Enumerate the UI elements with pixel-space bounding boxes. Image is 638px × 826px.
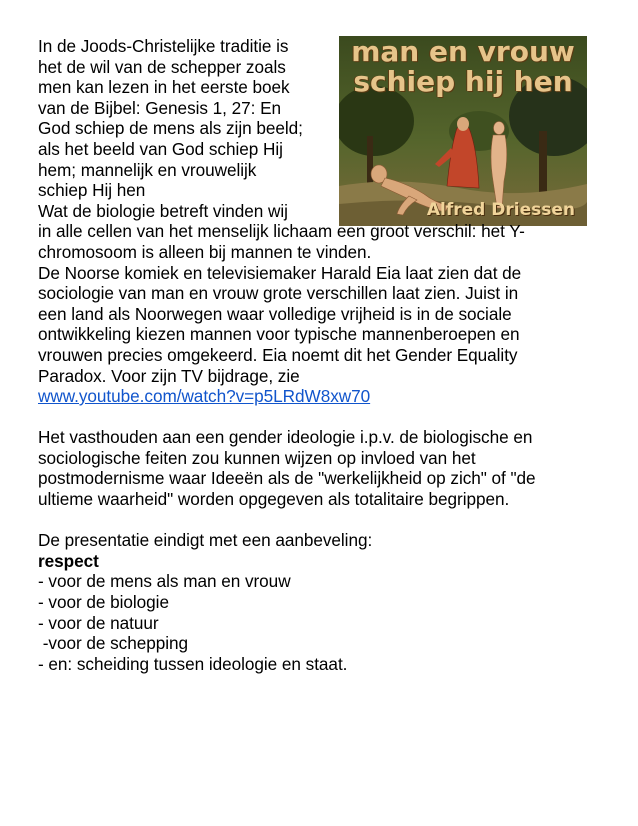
text-line: men kan lezen in het eerste boek <box>38 77 290 98</box>
text-line: De Noorse komiek en televisiemaker Harald Eia laat zien dat de <box>38 262 522 283</box>
text-line: hem; mannelijk en vrouwelijk <box>38 159 257 180</box>
text-line: het de wil van de schepper zoals <box>38 56 286 77</box>
text-line: postmodernisme waar Ideeën als de "werkelijkheid op zich" of "de <box>38 468 536 489</box>
text-line: een land als Noorwegen waar volledige vrijheid is in de sociale <box>38 303 512 324</box>
text-line: Paradox. Voor zijn TV bijdrage, zie <box>38 365 300 386</box>
list-item: - voor de biologie <box>38 592 169 613</box>
text-line: ontwikkeling kiezen mannen voor typische mannenberoepen en <box>38 324 520 345</box>
text-line: God schiep de mens als zijn beeld; <box>38 118 303 139</box>
cover-title-line1: man en vrouw <box>351 36 575 68</box>
text-line: sociologie van man en vrouw grote verschillen laat zien. Juist in <box>38 283 519 304</box>
text-line: In de Joods-Christelijke traditie is <box>38 36 289 56</box>
paragraph-spacer <box>38 510 598 531</box>
text-line: sociologische feiten zou kunnen wijzen op invloed van het <box>38 447 476 468</box>
text-line: vrouwen precies omgekeerd. Eia noemt dit het Gender Equality <box>38 344 518 365</box>
ideology-paragraph <box>38 427 598 509</box>
cover-title-line2: schiep hij hen <box>353 65 573 98</box>
cover-author: Alfred Driessen <box>426 200 575 220</box>
text-line: Het vasthouden aan een gender ideologie i.p.v. de biologische en <box>38 427 533 448</box>
text-line: chromosoom is alleen bij mannen te vinden. <box>38 241 372 262</box>
list-item: - voor de natuur <box>38 612 159 633</box>
biology-paragraph <box>38 221 598 406</box>
conclusion-keyword: respect <box>38 550 99 571</box>
text-line: als het beeld van God schiep Hij <box>38 138 283 159</box>
list-item: - voor de mens als man en vrouw <box>38 571 291 592</box>
list-item: - en: scheiding tussen ideologie en staat. <box>38 653 348 674</box>
intro-paragraph <box>38 36 598 221</box>
text-line: in alle cellen van het menselijk lichaam een groot verschil: het Y- <box>38 221 525 242</box>
document-body <box>38 36 598 674</box>
text-line: van de Bijbel: Genesis 1, 27: En <box>38 97 281 118</box>
list-item: -voor de schepping <box>38 633 189 654</box>
text-line: schiep Hij hen <box>38 180 146 201</box>
text-line: ultieme waarheid" worden opgegeven als totalitaire begrippen. <box>38 489 510 510</box>
link-line <box>38 386 598 407</box>
conclusion-intro: De presentatie eindigt met een aanbeveling: <box>38 530 373 551</box>
text-line: Wat de biologie betreft vinden wij <box>38 200 288 221</box>
conclusion-section <box>38 530 598 674</box>
youtube-link[interactable]: www.youtube.com/watch?v=p5LRdW8xw70 <box>38 386 371 407</box>
paragraph-spacer <box>38 407 598 428</box>
